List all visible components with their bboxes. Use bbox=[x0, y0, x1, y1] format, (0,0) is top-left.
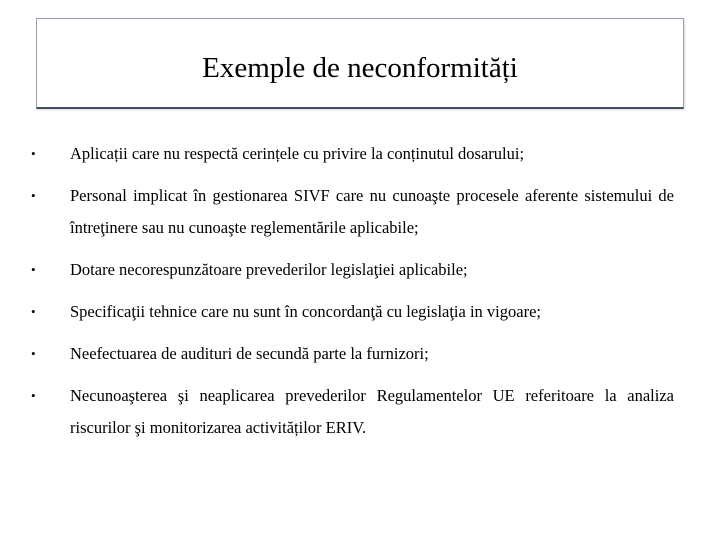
bullet-dot-icon: • bbox=[31, 262, 36, 277]
list-item-text: Aplicații care nu respectă cerințele cu privire la conținutul dosarului; bbox=[70, 144, 525, 163]
slide-title: Exemple de neconformități bbox=[202, 52, 518, 84]
list-item bbox=[28, 180, 674, 244]
list-item bbox=[28, 296, 674, 328]
bullet-dot-icon: • bbox=[31, 304, 36, 319]
bullet-dot-icon: • bbox=[31, 146, 36, 161]
bullet-list bbox=[28, 138, 674, 454]
bullet-dot-icon: • bbox=[31, 388, 36, 403]
list-item-text: Specificaţii tehnice care nu sunt în concordanţă cu legislaţia in vigoare; bbox=[70, 302, 541, 321]
bullet-dot-icon: • bbox=[31, 346, 36, 361]
list-item-text: Personal implicat în gestionarea SIVF care nu cunoaşte procesele aferente sistemului de întreţinere sau nu cunoaşte reglementările aplicabile; bbox=[70, 186, 674, 237]
list-item bbox=[28, 254, 674, 286]
list-item bbox=[28, 380, 674, 444]
bullet-dot-icon: • bbox=[31, 188, 36, 203]
list-item-text: Neefectuarea de audituri de secundă parte la furnizori; bbox=[70, 344, 429, 363]
list-item bbox=[28, 338, 674, 370]
list-item bbox=[28, 138, 674, 170]
list-item-text: Dotare necorespunzătoare prevederilor legislaţiei aplicabile; bbox=[70, 260, 468, 279]
list-item-text: Necunoaşterea şi neaplicarea prevederilor Regulamentelor UE referitoare la analiza riscurilor şi monitorizarea activităților ERIV. bbox=[70, 386, 674, 437]
